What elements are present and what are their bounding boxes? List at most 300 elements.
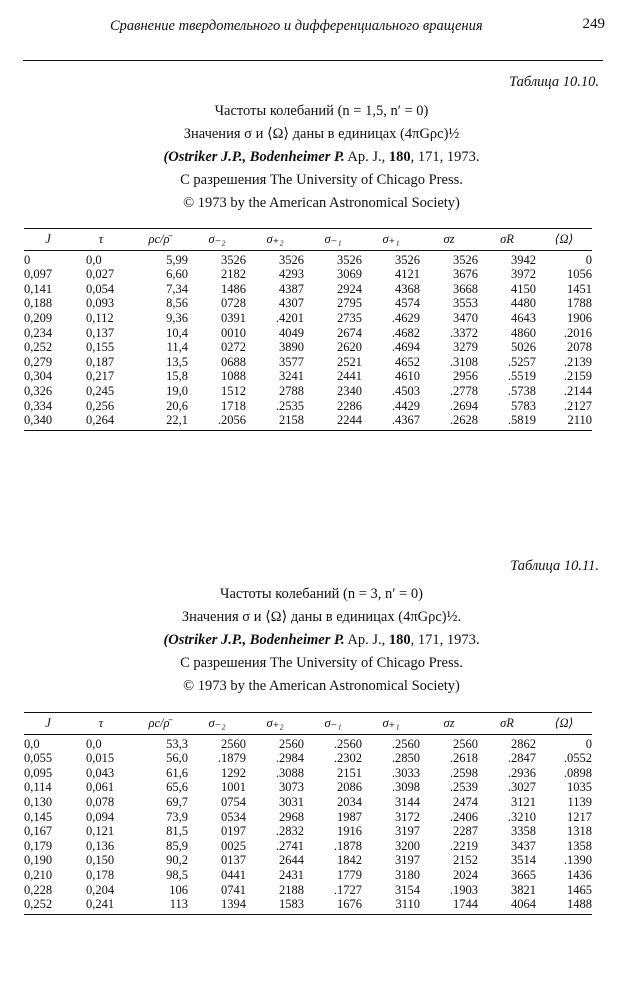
table-cell: 2560	[221, 736, 246, 751]
table-cell: 2086	[337, 780, 362, 795]
table-cell: 4652	[395, 354, 420, 369]
table-cell: 0,279	[24, 354, 53, 369]
table-row	[24, 267, 592, 282]
table-cell: .4629	[391, 310, 420, 325]
running-head: Сравнение твердотельного и дифференциального вращения	[110, 18, 483, 34]
table-cell: .4682	[391, 325, 420, 340]
table-cell: 0,141	[24, 281, 53, 296]
table-row	[24, 282, 592, 297]
table-row	[24, 883, 592, 898]
table-10-11	[24, 712, 592, 915]
table-cell: 3526	[337, 252, 362, 267]
table-cell: 1676	[304, 897, 362, 914]
column-header: σ₋₂	[188, 713, 246, 735]
table-cell: 2620	[337, 340, 362, 355]
column-header: σ₊₁	[362, 713, 420, 735]
column-header: ⟨Ω⟩	[536, 713, 592, 735]
table-cell: 5026	[511, 340, 536, 355]
table-cell: .4694	[391, 340, 420, 355]
table-cell: .5257	[507, 354, 536, 369]
table-cell: .2741	[275, 838, 304, 853]
column-header: σR	[478, 713, 536, 735]
table-cell: 0,027	[86, 267, 115, 282]
table-cell: .2302	[333, 751, 362, 766]
table-cell: 0,136	[86, 838, 115, 853]
table-cell: 3200	[395, 838, 420, 853]
table-cell: .4201	[275, 310, 304, 325]
table-cell: 5,99	[166, 252, 188, 267]
table-cell: 2968	[279, 809, 304, 824]
table-cell: 0,187	[86, 354, 115, 369]
table-cell: 2110	[536, 413, 592, 430]
table-cell: 4049	[279, 325, 304, 340]
table-cell: 2158	[246, 413, 304, 430]
caption-citation	[40, 146, 603, 169]
table-cell: 2474	[453, 794, 478, 809]
table-cell: 2560	[453, 736, 478, 751]
table-cell: 3180	[395, 867, 420, 882]
table-cell: .2847	[507, 751, 536, 766]
table-cell: 3197	[395, 853, 420, 868]
caption-title: Частоты колебаний (n = 3, n′ = 0)	[220, 586, 423, 602]
table-cell: 3665	[511, 867, 536, 882]
table-cell: 3197	[395, 824, 420, 839]
table-cell: .2850	[391, 751, 420, 766]
table-cell: 11,4	[166, 340, 188, 355]
citation-authors: (Ostriker J.P., Bodenheimer P.	[163, 149, 345, 165]
table-cell: 0,167	[24, 824, 53, 839]
table-cell: 0,150	[86, 853, 115, 868]
table-cell: 0391	[221, 310, 246, 325]
table-row	[24, 355, 592, 370]
table-cell: 2560	[279, 736, 304, 751]
table-cell: 4121	[395, 267, 420, 282]
table-row	[24, 795, 592, 810]
table-row	[24, 868, 592, 883]
header-row	[24, 713, 592, 735]
table-cell: .3098	[391, 780, 420, 795]
caption-permission: С разрешения The University of Chicago Press.	[180, 655, 463, 671]
table-cell: .2144	[563, 383, 592, 398]
table-cell: 4574	[395, 296, 420, 311]
table-cell: 0,188	[24, 296, 53, 311]
table-cell: 0272	[221, 340, 246, 355]
column-header: σR	[478, 229, 536, 251]
table-cell: 2521	[337, 354, 362, 369]
table-cell: 3942	[511, 252, 536, 267]
table-row	[24, 413, 592, 430]
table-cell: .2127	[563, 398, 592, 413]
table-cell: 0,095	[24, 765, 53, 780]
table-cell: 3526	[221, 252, 246, 267]
table-cell: 2286	[337, 398, 362, 413]
table-cell: 2287	[453, 824, 478, 839]
table-cell: 3553	[453, 296, 478, 311]
table-cell: 0,112	[86, 310, 114, 325]
table-cell: .5819	[478, 413, 536, 430]
table-cell: 3069	[337, 267, 362, 282]
table-cell: 4480	[511, 296, 536, 311]
table-cell: 9,36	[166, 310, 188, 325]
table-cell: 2244	[304, 413, 362, 430]
table-cell: 0534	[221, 809, 246, 824]
table-row	[24, 399, 592, 414]
table-cell: 3526	[279, 252, 304, 267]
table-cell: 3526	[395, 252, 420, 267]
table-cell: .2159	[563, 369, 592, 384]
table-cell: 1056	[567, 267, 592, 282]
table-cell: 0,204	[86, 882, 115, 897]
column-header: ρc/ρ̄	[130, 713, 188, 735]
table-cell: 61,6	[166, 765, 188, 780]
table-cell: .0552	[563, 751, 592, 766]
table-cell: 0,055	[24, 751, 53, 766]
table-cell: 0,304	[24, 369, 53, 384]
table-row	[24, 780, 592, 795]
column-header: σ₋₁	[304, 713, 362, 735]
table-cell: 3241	[279, 369, 304, 384]
table-cell: 0,340	[24, 413, 72, 430]
table-row	[24, 751, 592, 766]
table-cell: 3279	[453, 340, 478, 355]
column-header: σ₊₁	[362, 229, 420, 251]
table-cell: 0,190	[24, 853, 53, 868]
table-cell: 0,078	[86, 794, 115, 809]
table-row	[24, 326, 592, 341]
table-cell: 0,093	[86, 296, 115, 311]
citation-authors: (Ostriker J.P., Bodenheimer P.	[163, 632, 345, 648]
table-cell: 8,56	[166, 296, 188, 311]
column-header: σz	[420, 229, 478, 251]
table-row	[24, 766, 592, 781]
table-cell: 0,130	[24, 794, 53, 809]
table-row	[24, 384, 592, 399]
table-10-10-label: Таблица 10.10.	[509, 74, 599, 90]
table-cell: 3073	[279, 780, 304, 795]
table-cell: 3470	[453, 310, 478, 325]
table-cell: 1512	[221, 383, 246, 398]
table-cell: 0,326	[24, 383, 53, 398]
table-cell: 20,6	[166, 398, 188, 413]
table-cell: 1779	[337, 867, 362, 882]
table-cell: 0728	[221, 296, 246, 311]
table-row	[24, 340, 592, 355]
table-cell: 2340	[337, 383, 362, 398]
column-header: σ₊₂	[246, 713, 304, 735]
table-cell: .2139	[563, 354, 592, 369]
table-cell: 1465	[567, 882, 592, 897]
table-cell: 3890	[279, 340, 304, 355]
table-cell: 0,179	[24, 838, 53, 853]
column-header: σ₋₂	[188, 229, 246, 251]
table-cell: 2924	[337, 281, 362, 296]
table-cell: .2778	[449, 383, 478, 398]
table-cell: 0,097	[24, 267, 53, 282]
table-cell: .3372	[449, 325, 478, 340]
table-cell: 3437	[511, 838, 536, 853]
column-header: σ₊₂	[246, 229, 304, 251]
table-cell: 3676	[453, 267, 478, 282]
table-cell: 2788	[279, 383, 304, 398]
header-row	[24, 229, 592, 251]
table-cell: 1035	[567, 780, 592, 795]
table-cell: 0,054	[86, 281, 115, 296]
table-cell: 3121	[511, 794, 536, 809]
table-cell: 3144	[395, 794, 420, 809]
caption-citation	[40, 629, 603, 652]
table-cell: .2535	[275, 398, 304, 413]
table-cell: 2674	[337, 325, 362, 340]
table-cell: 106	[169, 882, 188, 897]
table-cell: .4367	[362, 413, 420, 430]
table-cell: 2441	[337, 369, 362, 384]
table-row	[24, 897, 592, 914]
table-cell: 0,0	[86, 736, 102, 751]
table-cell: 0025	[221, 838, 246, 853]
table-cell: 0,145	[24, 809, 53, 824]
table-cell: 19,0	[166, 383, 188, 398]
table-cell: 1292	[221, 765, 246, 780]
table-cell: .5738	[507, 383, 536, 398]
table-row	[24, 839, 592, 854]
table-cell: .2832	[275, 824, 304, 839]
table-cell: 2151	[337, 765, 362, 780]
table-cell: 0,094	[86, 809, 115, 824]
table-cell: 3668	[453, 281, 478, 296]
table-cell: 0,178	[86, 867, 115, 882]
caption-copyright: © 1973 by the American Astronomical Society)	[183, 678, 460, 694]
table-cell: .2618	[449, 751, 478, 766]
table-cell: 85,9	[166, 838, 188, 853]
table-cell: 2795	[337, 296, 362, 311]
table-cell: .4429	[391, 398, 420, 413]
table-cell: .1903	[449, 882, 478, 897]
table-10-10	[24, 228, 592, 431]
table-row	[24, 734, 592, 751]
table-cell: 4064	[478, 897, 536, 914]
caption-title: Частоты колебаний (n = 1,5, n′ = 0)	[214, 103, 429, 119]
table-cell: 1139	[567, 794, 592, 809]
table-cell: .3033	[391, 765, 420, 780]
table-cell: 1718	[221, 398, 246, 413]
citation-volume: 180	[388, 632, 411, 648]
table-row	[24, 296, 592, 311]
table-cell: 10,4	[166, 325, 188, 340]
table-cell: 3031	[279, 794, 304, 809]
table-cell: 1486	[221, 281, 246, 296]
citation-volume: 180	[388, 149, 411, 165]
table-cell: 0,061	[86, 780, 115, 795]
column-header: ⟨Ω⟩	[536, 229, 592, 251]
table-cell: .2219	[449, 838, 478, 853]
table-cell: 0	[585, 736, 592, 751]
table-cell: 0,217	[86, 369, 115, 384]
table-cell: 0754	[221, 794, 246, 809]
table-cell: 6,60	[166, 267, 188, 282]
table-cell: 0,0	[86, 252, 102, 267]
table-cell: 0,252	[24, 897, 72, 914]
table-cell: .3027	[507, 780, 536, 795]
table-cell: 0741	[221, 882, 246, 897]
table-cell: 3526	[453, 252, 478, 267]
table-cell: 4643	[511, 310, 536, 325]
table-cell: 1088	[221, 369, 246, 384]
table-cell: .2560	[391, 736, 420, 751]
table-cell: 0,121	[86, 824, 115, 839]
column-header: ρc/ρ̄	[130, 229, 188, 251]
column-header: τ	[72, 713, 130, 735]
table-10-11-caption	[40, 583, 603, 698]
table-cell: 3358	[511, 824, 536, 839]
table-row	[24, 250, 592, 267]
table-10-11-label: Таблица 10.11.	[510, 558, 599, 574]
table-cell: 0,043	[86, 765, 115, 780]
table-cell: 2024	[453, 867, 478, 882]
column-header: J	[24, 229, 72, 251]
table-row	[24, 369, 592, 384]
table-cell: .1727	[333, 882, 362, 897]
table-cell: 3821	[511, 882, 536, 897]
table-cell: .2984	[275, 751, 304, 766]
table-cell: 5783	[511, 398, 536, 413]
table-cell: 1436	[567, 867, 592, 882]
table-cell: 90,2	[166, 853, 188, 868]
table-cell: 0,228	[24, 882, 53, 897]
table-cell: 0	[24, 252, 31, 267]
caption-permission: С разрешения The University of Chicago Press.	[180, 172, 463, 188]
column-header: J	[24, 713, 72, 735]
table-cell: 3154	[395, 882, 420, 897]
table-cell: 0,241	[72, 897, 130, 914]
table-cell: 3577	[279, 354, 304, 369]
table-cell: .3088	[275, 765, 304, 780]
table-cell: .3108	[449, 354, 478, 369]
table-cell: 2078	[567, 340, 592, 355]
table-cell: 2034	[337, 794, 362, 809]
table-cell: 1744	[420, 897, 478, 914]
table-cell: 98,5	[166, 867, 188, 882]
table-cell: 1001	[221, 780, 246, 795]
table-cell: 0,114	[24, 780, 52, 795]
table-cell: .1879	[217, 751, 246, 766]
table-cell: 22,1	[130, 413, 188, 430]
table-cell: .1878	[333, 838, 362, 853]
table-cell: 0,256	[86, 398, 115, 413]
table-cell: 3172	[395, 809, 420, 824]
table-cell: 1916	[337, 824, 362, 839]
table-cell: 2735	[337, 310, 362, 325]
table-cell: 1788	[567, 296, 592, 311]
table-cell: 0,137	[86, 325, 115, 340]
caption-units: Значения σ и ⟨Ω⟩ даны в единицах (4πGρc)½	[183, 126, 460, 142]
table-cell: 0	[585, 252, 592, 267]
table-cell: 0,334	[24, 398, 53, 413]
table-cell: 2182	[221, 267, 246, 282]
caption-units: Значения σ и ⟨Ω⟩ даны в единицах (4πGρc)½.	[181, 609, 462, 625]
table-cell: 1987	[337, 809, 362, 824]
caption-copyright: © 1973 by the American Astronomical Society)	[183, 195, 460, 211]
table-row	[24, 853, 592, 868]
table-cell: .4503	[391, 383, 420, 398]
table-cell: 1906	[567, 310, 592, 325]
table-cell: 0137	[221, 853, 246, 868]
table-cell: 4610	[395, 369, 420, 384]
table-cell: .0898	[563, 765, 592, 780]
table-cell: 73,9	[166, 809, 188, 824]
table-cell: 53,3	[166, 736, 188, 751]
table-cell: 1842	[337, 853, 362, 868]
table-cell: 113	[130, 897, 188, 914]
table-cell: .2056	[188, 413, 246, 430]
table-cell: 2644	[279, 853, 304, 868]
table-cell: 81,5	[166, 824, 188, 839]
table-cell: .2016	[563, 325, 592, 340]
header-rule	[23, 60, 603, 61]
table-cell: 0441	[221, 867, 246, 882]
column-header: σz	[420, 713, 478, 735]
table-cell: .2598	[449, 765, 478, 780]
table-cell: 13,5	[166, 354, 188, 369]
table-cell: 2152	[453, 853, 478, 868]
table-cell: .2406	[449, 809, 478, 824]
table-cell: .2560	[333, 736, 362, 751]
table-cell: 0,209	[24, 310, 53, 325]
table-cell: .2936	[507, 765, 536, 780]
table-cell: 0,155	[86, 340, 115, 355]
table-cell: 0,210	[24, 867, 53, 882]
table-cell: 0010	[221, 325, 246, 340]
table-cell: 3972	[511, 267, 536, 282]
table-cell: 3110	[362, 897, 420, 914]
table-cell: 69,7	[166, 794, 188, 809]
table-cell: 4293	[279, 267, 304, 282]
table-cell: .2628	[420, 413, 478, 430]
table-cell: 65,6	[166, 780, 188, 795]
citation-rest: , 171, 1973.	[410, 149, 480, 165]
table-cell: 0,234	[24, 325, 53, 340]
table-cell: 2188	[279, 882, 304, 897]
table-cell: 15,8	[166, 369, 188, 384]
table-cell: 4368	[395, 281, 420, 296]
table-cell: .1390	[563, 853, 592, 868]
citation-rest: , 171, 1973.	[410, 632, 480, 648]
table-cell: 7,34	[166, 281, 188, 296]
table-cell: 4150	[511, 281, 536, 296]
table-cell: 0197	[221, 824, 246, 839]
table-cell: 0,015	[86, 751, 115, 766]
table-cell: 2862	[511, 736, 536, 751]
table-row	[24, 824, 592, 839]
citation-journal: Ap. J.,	[347, 149, 389, 165]
table-cell: 1358	[567, 838, 592, 853]
table-10-10-caption	[40, 100, 603, 215]
table-cell: .2694	[449, 398, 478, 413]
table-cell: 1583	[246, 897, 304, 914]
table-cell: 1318	[567, 824, 592, 839]
column-header: σ₋₁	[304, 229, 362, 251]
table-cell: 1488	[536, 897, 592, 914]
page-number: 249	[582, 16, 605, 32]
table-cell: 0,264	[72, 413, 130, 430]
table-cell: 1217	[567, 809, 592, 824]
table-cell: 3514	[511, 853, 536, 868]
citation-journal: Ap. J.,	[347, 632, 389, 648]
table-cell: .3210	[507, 809, 536, 824]
table-cell: 2956	[453, 369, 478, 384]
table-cell: 4307	[279, 296, 304, 311]
column-header: τ	[72, 229, 130, 251]
table-cell: 4860	[511, 325, 536, 340]
